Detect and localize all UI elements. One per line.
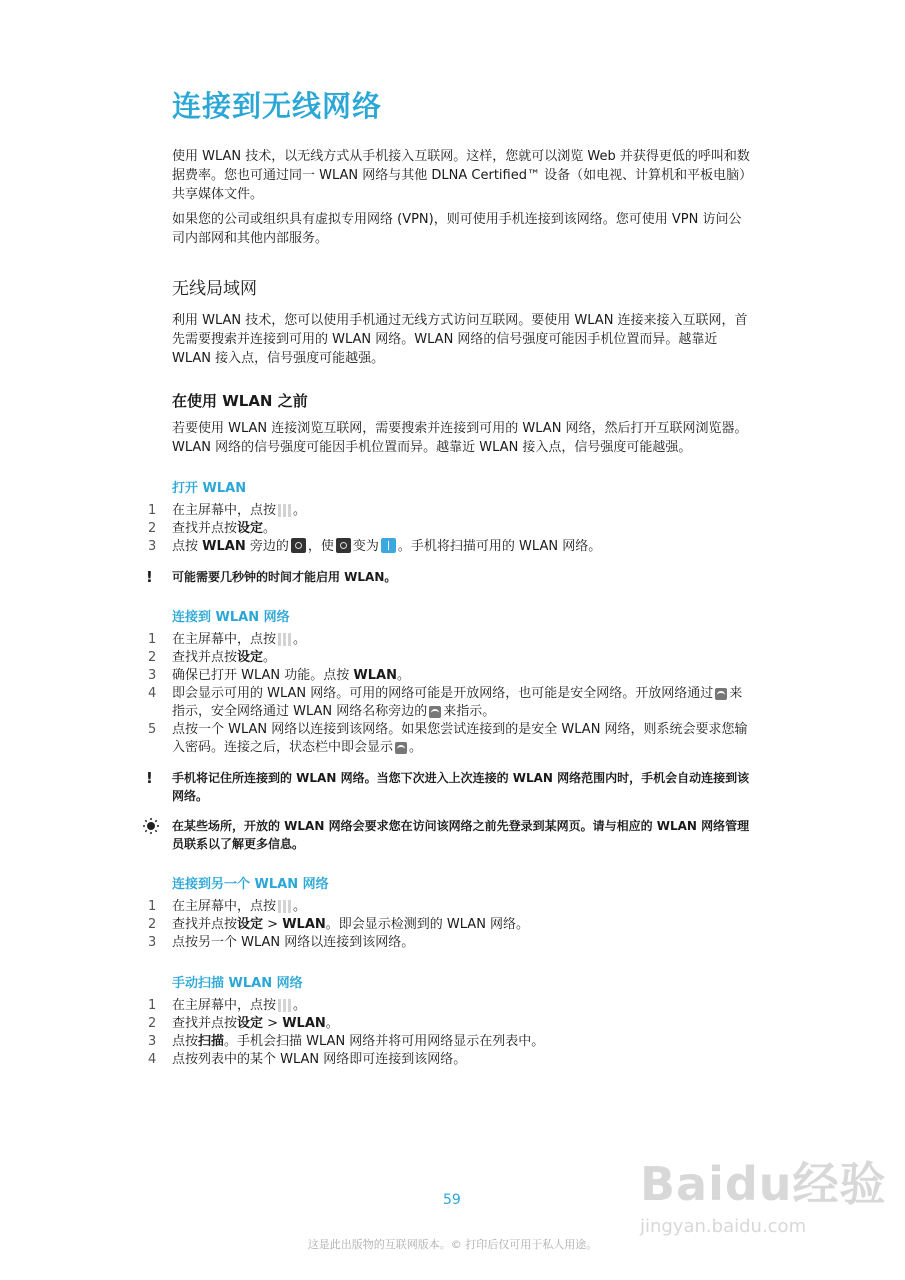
step [148, 997, 752, 1015]
step [148, 721, 752, 757]
step-number: 3 [148, 935, 157, 950]
step-bold-text: 设定 [237, 917, 264, 932]
step-text: 查找并点按 [172, 1016, 238, 1031]
step-bold-text: 扫描 [198, 1034, 225, 1049]
section-before-paragraph: 若要使用 WLAN 连接浏览互联网，需要搜索并连接到可用的 WLAN 网络，然后打开互联网浏览器。WLAN 网络的信号强度可能因手机位置而异。越靠近 WLAN 接入点，信号强度可能越强。 [172, 421, 748, 455]
step [148, 538, 752, 556]
step-text: 确保已打开 WLAN 功能。点按 [172, 668, 350, 683]
section-heading-wlan: 无线局域网 [172, 279, 257, 299]
step-number: 4 [148, 686, 157, 701]
step-text: 。 [263, 650, 277, 665]
step-text: 在主屏幕中，点按 [172, 998, 277, 1013]
watermark-logo: Baidu经验 [640, 1157, 887, 1211]
step-number: 2 [148, 650, 157, 665]
step-bold-text: WLAN [282, 1016, 326, 1031]
step [148, 1051, 752, 1069]
step-text: 。 [409, 740, 423, 755]
note-text: 手机将记住所连接到的 WLAN 网络。当您下次进入上次连接的 WLAN 网络范围内时，手机会自动连接到该网络。 [172, 771, 750, 803]
step-text: 。 [293, 503, 307, 518]
proc-another-heading: 连接到另一个 WLAN 网络 [172, 877, 329, 892]
step-text: 在主屏幕中，点按 [172, 899, 277, 914]
app-grid-icon [278, 900, 291, 913]
step-number: 1 [148, 503, 157, 518]
step-bold-text: 设定 [237, 650, 264, 665]
step [148, 1033, 752, 1051]
section-heading-before: 在使用 WLAN 之前 [172, 392, 308, 410]
step-text: 。手机将扫描可用的 WLAN 网络。 [397, 539, 602, 554]
step-text: 变为 [352, 539, 379, 554]
step-text: 查找并点按 [172, 521, 238, 536]
app-grid-icon [278, 504, 291, 517]
step-number: 1 [148, 899, 157, 914]
intro-paragraph-2: 如果您的公司或组织具有虚拟专用网络 (VPN)，则可使用手机连接到该网络。您可使用 VPN 访问公司内部网和其他内部服务。 [172, 212, 742, 246]
step-text: 。手机会扫描 WLAN 网络并将可用网络显示在列表中。 [224, 1034, 545, 1049]
step-bold-text: 设定 [237, 1016, 264, 1031]
secure-wifi-icon [429, 706, 441, 718]
tip-text: 在某些场所，开放的 WLAN 网络会要求您在访问该网络之前先登录到某网页。请与相应的 WLAN 网络管理员联系以了解更多信息。 [172, 819, 750, 851]
proc-turn-on-steps [148, 502, 752, 556]
step-text: 点按 [172, 1034, 199, 1049]
step [148, 502, 752, 520]
step-separator: > [263, 1016, 283, 1031]
step-bold-text: 设定 [237, 521, 264, 536]
note [146, 769, 752, 805]
step-text: 来指示，安全网络通过 WLAN 网络名称旁边的 [172, 686, 743, 719]
step-text: 查找并点按 [172, 917, 238, 932]
step-bold-text: WLAN [282, 917, 326, 932]
step-number: 5 [148, 722, 157, 737]
page-content [146, 84, 752, 1069]
step-number: 2 [148, 917, 157, 932]
step [148, 934, 752, 952]
step-text: 旁边的 [249, 539, 289, 554]
note-text: 可能需要几秒钟的时间才能启用 WLAN。 [172, 570, 397, 584]
step [148, 667, 752, 685]
step-text: ，使 [307, 539, 334, 554]
proc-another-steps [148, 898, 752, 952]
step-bold-text: WLAN [353, 668, 397, 683]
app-grid-icon [278, 999, 291, 1012]
tip [172, 817, 752, 853]
note [146, 568, 752, 586]
step [148, 520, 752, 538]
step-text: 在主屏幕中，点按 [172, 632, 277, 647]
proc-connect-heading: 连接到 WLAN 网络 [172, 610, 290, 625]
step-text: 查找并点按 [172, 650, 238, 665]
proc-turn-on-heading: 打开 WLAN [172, 481, 247, 496]
app-grid-icon [278, 633, 291, 646]
step-number: 3 [148, 539, 157, 554]
step-text: 点按另一个 WLAN 网络以连接到该网络。 [172, 935, 415, 950]
watermark-url: jingyan.baidu.com [640, 1216, 807, 1237]
open-wifi-icon [715, 688, 727, 700]
step [148, 631, 752, 649]
step-text: 来指示。 [443, 704, 496, 719]
step [148, 649, 752, 667]
proc-connect-steps [148, 631, 752, 757]
step [148, 898, 752, 916]
proc-scan-heading: 手动扫描 WLAN 网络 [172, 976, 303, 991]
step-text: 。 [397, 668, 411, 683]
step-number: 1 [148, 632, 157, 647]
page-title: 连接到无线网络 [172, 89, 383, 123]
step [148, 685, 752, 721]
step-text: 即会显示可用的 WLAN 网络。可用的网络可能是开放网络，也可能是安全网络。开放网络通过 [172, 686, 714, 701]
step-text: 在主屏幕中，点按 [172, 503, 277, 518]
exclamation-icon: ! [146, 769, 153, 787]
step-number: 2 [148, 521, 157, 536]
step-text: 点按 [172, 539, 199, 554]
toggle-off-icon [336, 538, 351, 553]
step-number: 1 [148, 998, 157, 1013]
step-text: 。 [293, 899, 307, 914]
step-separator: > [263, 917, 283, 932]
page-number: 59 [443, 1192, 461, 1208]
step-text: 。 [325, 1016, 339, 1031]
step-number: 4 [148, 1052, 157, 1067]
exclamation-icon: ! [146, 568, 153, 586]
step-number: 3 [148, 668, 157, 683]
step-number: 2 [148, 1016, 157, 1031]
step-number: 3 [148, 1034, 157, 1049]
intro-paragraph-1: 使用 WLAN 技术，以无线方式从手机接入互联网。这样，您就可以浏览 Web 并获得更低的呼叫和数据费率。您也可通过同一 WLAN 网络与其他 DLNA Certified™ 设备（如电视、计算机和平板电脑）共享媒体文件。 [172, 149, 750, 202]
step [148, 1015, 752, 1033]
step-bold-text: WLAN [202, 539, 246, 554]
step-text: 点按一个 WLAN 网络以连接到该网络。如果您尝试连接到的是安全 WLAN 网络，则系统会要求您输入密码。连接之后，状态栏中即会显示 [172, 722, 748, 755]
step-text: 。即会显示检测到的 WLAN 网络。 [325, 917, 530, 932]
toggle-off-icon [291, 538, 306, 553]
proc-scan-steps [148, 997, 752, 1069]
step [148, 916, 752, 934]
step-text: 点按列表中的某个 WLAN 网络即可连接到该网络。 [172, 1052, 467, 1067]
footer-text: 这是此出版物的互联网版本。© 打印后仅可用于私人用途。 [307, 1238, 598, 1251]
toggle-on-icon [381, 538, 396, 553]
step-text: 。 [293, 998, 307, 1013]
lightbulb-icon [142, 817, 160, 835]
step-text: 。 [263, 521, 277, 536]
step-text: 。 [293, 632, 307, 647]
wifi-status-icon [395, 742, 407, 754]
section-wlan-paragraph: 利用 WLAN 技术，您可以使用手机通过无线方式访问互联网。要使用 WLAN 连接来接入互联网，首先需要搜索并连接到可用的 WLAN 网络。WLAN 网络的信号强度可能因手机位置而异。越靠近 WLAN 接入点，信号强度可能越强。 [172, 313, 748, 366]
